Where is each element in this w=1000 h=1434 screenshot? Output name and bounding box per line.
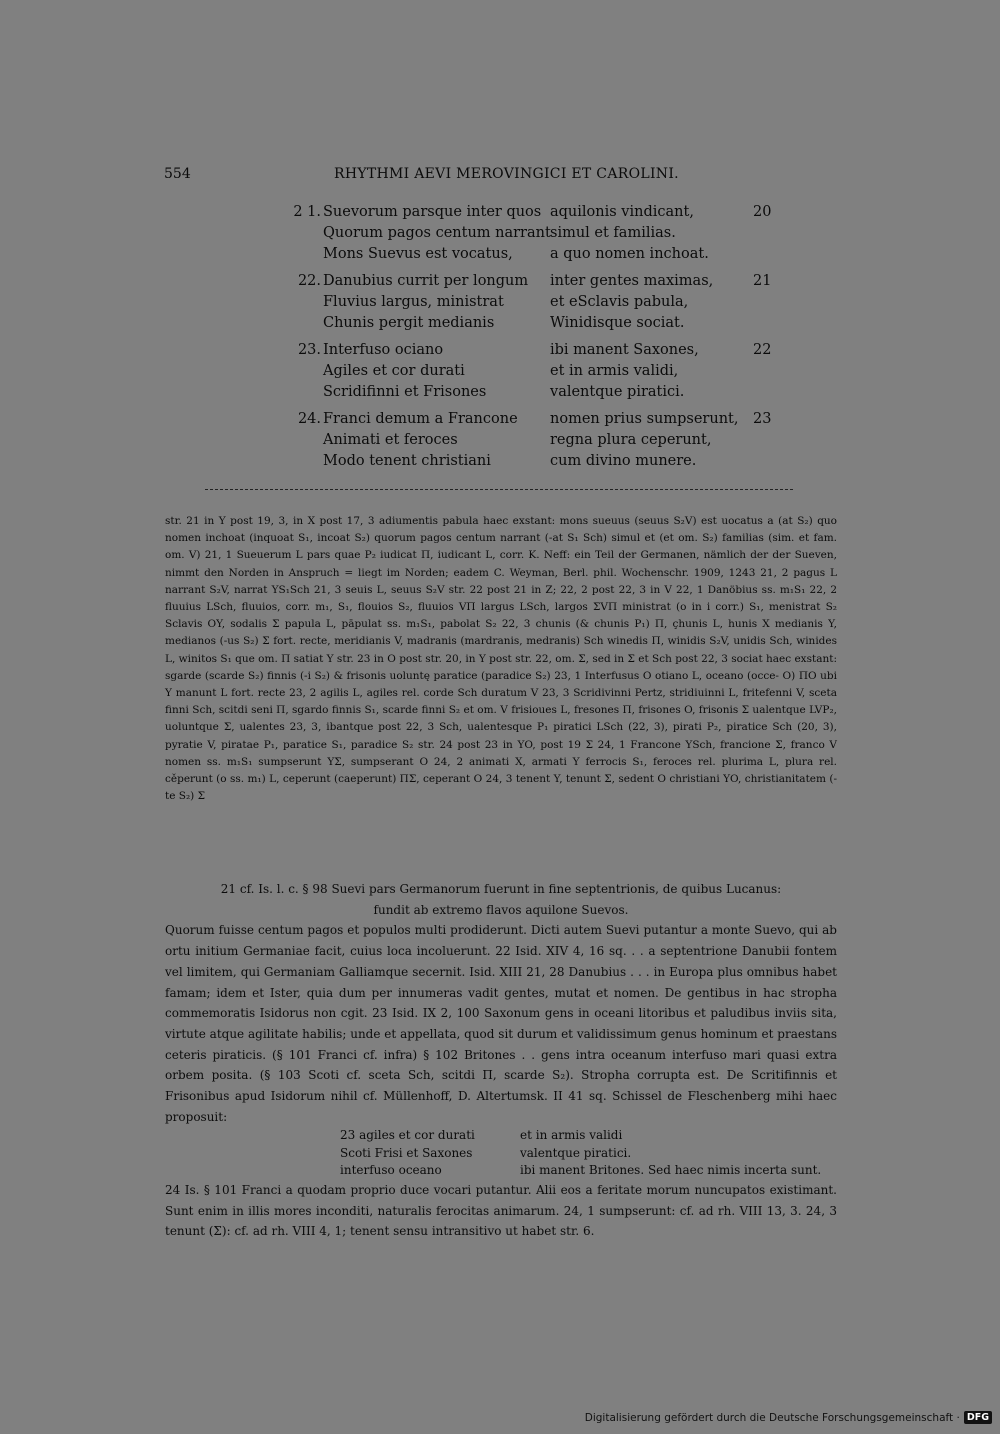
page-header: [164, 166, 839, 186]
footer-text: Digitalisierung gefördert durch die Deutsche Forschungsgemeinschaft ·: [584, 1411, 960, 1424]
verse-number: 2 1.: [293, 204, 321, 220]
note-paragraph-1: Quorum fuisse centum pagos et populos multi prodiderunt. Dicti autem Suevi putantur a monte Suevo, qui ab ortu initium Germaniae facit, cuius loca incoluerunt. 22 Isid. XIV 4, 16 sq. . . a septentrione Danubii fontem vel limitem, qui Germaniam Galliamque secernit. Isid. XIII 21, 28 Danubius . . . in Europa plus omnibus habet famam; idem et Ister, quia dum per innumeras vadit gentes, mutat et nomen. De gentibus in hac stropha commemoratis Isidorus non cgit. 23 Isid. IX 2, 100 Saxonum gens in oceani litoribus et paludibus inviis sita, virtute atque agilitate habilis; unde et appellata, quod sit durum et validissimum genus hominum et praestans ceteris piraticis. (§ 101 Franci cf. infra) § 102 Britones . . gens intra oceanum interfuso mari quasi extra orbem posita. (§ 103 Scoti cf. sceta Sch, scitdi Π, scarde S₂). Stropha corrupta est. De Scritifinnis et Frisonibus apud Isidorum nihil cf. Müllenhoff, D. Altertumsk. II 41 sq. Schissel de Fleschenberg mihi haec proposuit:: [165, 923, 837, 1124]
verse-line: [285, 430, 785, 451]
stanza-col-b: et in armis validi: [520, 1128, 623, 1143]
verse-line: [285, 340, 785, 361]
verse-second-half: nomen prius sumpserunt,: [550, 411, 739, 427]
verse-first-half: Suevorum parsque inter quos: [323, 204, 542, 220]
verse-second-half: ibi manent Saxones,: [550, 342, 699, 358]
verse-first-half: Franci demum a Francone: [323, 411, 518, 427]
note-line-2: fundit ab extremo flavos aquilone Suevos.: [373, 902, 629, 917]
rhythm-number: 22: [753, 342, 772, 358]
stanza-col-b: ibi manent Britones. Sed haec nimis incerta sunt.: [520, 1163, 822, 1178]
apparatus-text: str. 21 in Y post 19, 3, in X post 17, 3 adiumentis pabula haec exstant: mons sueuus (seuus S₂V) est uocatus a (at S₂) quo nomen inchoat (inquoat S₁, incoat S₂) quorum pagos centum narrant (-at S₁ Sch) simul et (et om. S₂) familias (sim. et fam. om. V) 21, 1 Sueuerum L pars quae P₂ iudicat Π, iudicant L, corr. K. Neff: ein Teil der Germanen, nämlich der der Sueven, nimmt den Norden in Anspruch = liegt im Norden; eadem C. Weyman, Berl. phil. Wochenschr. 1909, 1243 21, 2 pagus L narrant S₂V, narrat YS₁Sch 21, 3 seuis L, seuus S₂V str. 22 post 21 in Z; 22, 2 post 22, 3 in V 22, 1 Danöbius ss. m₁S₁ 22, 2 fluuius LSch, fluuios, corr. m₁, S₁, flouios S₂, fluuios VΠ largus LSch, largos ΣVΠ ministrat (o in i corr.) S₁, menistrat S₂ Sclavis OY, sodalis Σ papula L, pāpulat ss. m₁S₁, pabolat S₂ 22, 3 chunis (& chunis P₁) Π, çhunis L, hunis X medianis Y, medianos (-us S₂) Σ fort. recte, meridianis V, madranis (mardranis, medranis) Sch winedis Π, winidis S₂V, unidis Sch, winides L, winitos S₁ que om. Π satiat Y str. 23 in O post str. 20, in Y post str. 22, om. Σ, sed in Σ et Sch post 22, 3 sociat haec exstant: sgarde (scarde S₂) finnis (-i S₂) & frisonis uoluntę paratice (paradice S₂) 23, 1 Interfusus O otiano L, oceano (occe- O) ΠO ubi Y manunt L fort. recte 23, 2 agilis L, agiles rel. corde Sch duratum V 23, 3 Scridivinni Pertz, stridiuinni L, fritefenni V, sceta finni Sch, scitdi seni Π, sgardo finnis S₁, scarde finni S₂ et om. V frisioues L, fresones Π, frisones O, frisonis Σ ualentque LVP₂, uoluntque Σ, ualentes 23, 3, ibantque post 22, 3 Sch, ualentesque P₁ piratici LSch (22, 3), pirati P₂, piratice Sch (20, 3), pyratie V, piratae P₁, paratice S₁, paradice S₂ str. 24 post 23 in YO, post 19 Σ 24, 1 Francone YSch, francione Σ, franco V nomen ss. m₁S₁ sumpserunt YΣ, sumpserant O 24, 2 animati X, armati Y ferrocis S₁, feroces rel. plurima L, plura rel. cěperunt (o ss. m₁) L, ceperunt (caeperunt) ΠΣ, ceperant O 24, 3 tenent Y, tenunt Σ, sedent O christiani YO, christianitatem (-te S₂) Σ: [165, 515, 837, 803]
commentary: [165, 879, 837, 1242]
verse-line: [285, 451, 785, 472]
verse-second-half: aquilonis vindicant,: [550, 204, 694, 220]
rhythm-number: 21: [753, 273, 772, 289]
running-title: RHYTHMI AEVI MEROVINGICI ET CAROLINI.: [334, 166, 679, 182]
stanza: [285, 340, 785, 403]
verse-second-half: inter gentes maximas,: [550, 273, 714, 289]
verse-line: [285, 292, 785, 313]
verse-number: 24.: [297, 411, 321, 427]
verse-second-half: valentque piratici.: [550, 384, 685, 400]
verse-second-half: Winidisque sociat.: [550, 315, 685, 331]
verse-line: [285, 202, 785, 223]
verse-second-half: et in armis validi,: [550, 363, 679, 379]
stanza-row: [340, 1127, 837, 1145]
note-line-1: 21 cf. Is. l. c. § 98 Suevi pars Germanorum fuerunt in fine septentrionis, de quibus Lucanus:: [220, 882, 782, 896]
page-number: 554: [164, 166, 191, 182]
verse-first-half: Agiles et cor durati: [323, 363, 465, 379]
stanza-row: [340, 1145, 837, 1163]
poem-text: [285, 202, 785, 478]
verse-first-half: Interfuso ociano: [323, 342, 444, 358]
verse-first-half: Danubius currit per longum: [323, 273, 529, 289]
verse-line: [285, 382, 785, 403]
stanza-col-b: valentque piratici.: [520, 1145, 632, 1160]
note-paragraph-2: 24 Is. § 101 Franci a quodam proprio duce vocari putantur. Alii eos a feritate morum nuncupatos existimant. Sunt enim in illis mores inconditi, naturalis ferocitas animarum. 24, 1 sumpserunt: cf. ad rh. VIII 13, 3. 24, 3 tenunt (Σ): cf. ad rh. VIII 4, 1; tenent sensu intransitivo ut habet str. 6.: [165, 1182, 837, 1239]
stanza: [285, 409, 785, 472]
verse-first-half: Fluvius largus, ministrat: [323, 294, 504, 310]
verse-line: [285, 244, 785, 265]
verse-first-half: Modo tenent christiani: [323, 453, 491, 469]
verse-second-half: simul et familias.: [550, 225, 676, 241]
stanza: [285, 202, 785, 265]
verse-first-half: Chunis pergit medianis: [323, 315, 495, 331]
verse-number: 22.: [297, 273, 321, 289]
dfg-logo: DFG: [964, 1411, 992, 1424]
verse-first-half: Scridifinni et Frisones: [323, 384, 487, 400]
critical-apparatus: [165, 513, 837, 805]
verse-first-half: Animati et feroces: [323, 432, 458, 448]
separator-rule: [205, 489, 793, 490]
stanza-row: [340, 1162, 837, 1180]
verse-second-half: regna plura ceperunt,: [550, 432, 712, 448]
stanza: [285, 271, 785, 334]
stanza-col-a: Scoti Frisi et Saxones: [340, 1145, 473, 1160]
proposed-stanza: [340, 1127, 837, 1180]
verse-second-half: cum divino munere.: [550, 453, 697, 469]
verse-first-half: Mons Suevus est vocatus,: [323, 246, 513, 262]
footer-credit: [585, 1411, 992, 1424]
verse-line: [285, 361, 785, 382]
stanza-col-a: 23 agiles et cor durati: [340, 1128, 475, 1143]
verse-line: [285, 409, 785, 430]
verse-line: [285, 313, 785, 334]
rhythm-number: 20: [753, 204, 772, 220]
verse-line: [285, 271, 785, 292]
verse-first-half: Quorum pagos centum narrant: [323, 225, 551, 241]
verse-line: [285, 223, 785, 244]
verse-second-half: a quo nomen inchoat.: [550, 246, 709, 262]
verse-number: 23.: [297, 342, 321, 358]
rhythm-number: 23: [753, 411, 772, 427]
verse-second-half: et eSclavis pabula,: [550, 294, 689, 310]
stanza-col-a: interfuso oceano: [340, 1163, 442, 1178]
